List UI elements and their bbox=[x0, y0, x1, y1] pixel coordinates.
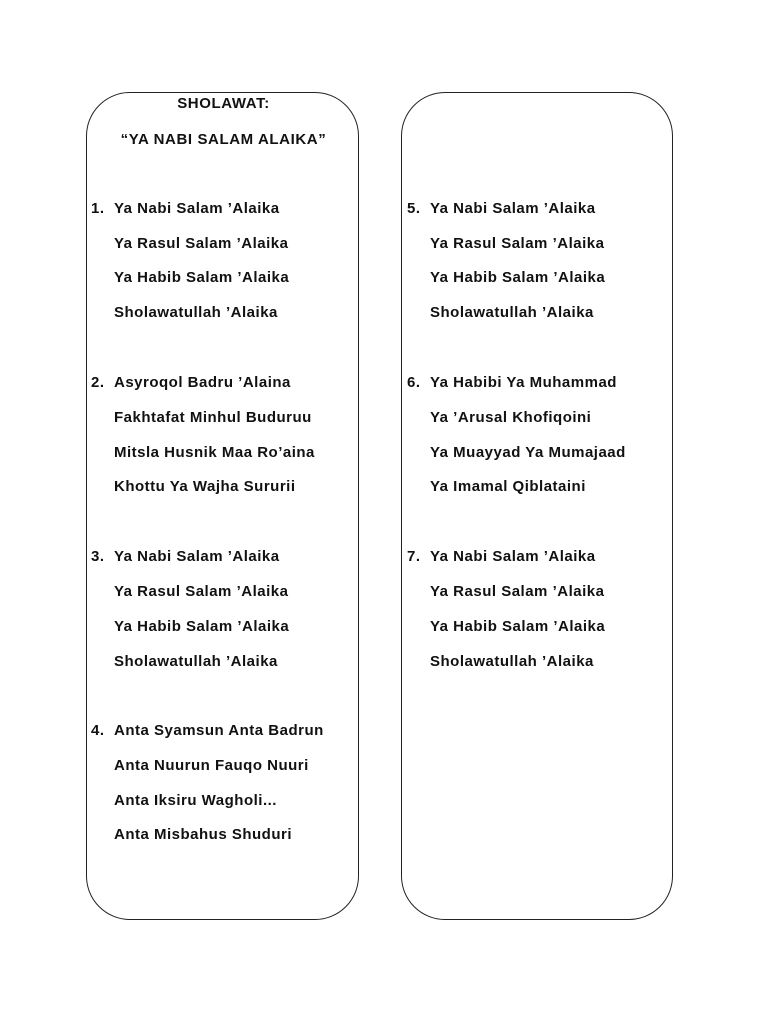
verse-line: Ya Habib Salam ’Alaika bbox=[114, 269, 290, 286]
verse-line: Mitsla Husnik Maa Ro’aina bbox=[114, 444, 315, 461]
verse-line: Sholawatullah ’Alaika bbox=[114, 304, 278, 321]
verse-line: Ya Nabi Salam ’Alaika bbox=[114, 200, 280, 217]
verse-line: Asyroqol Badru ’Alaina bbox=[114, 374, 291, 391]
verse-line: Ya Habib Salam ’Alaika bbox=[114, 618, 290, 635]
verse-line: Anta Misbahus Shuduri bbox=[114, 826, 293, 843]
verse-line: Sholawatullah ’Alaika bbox=[114, 653, 278, 670]
verse-line: Ya Rasul Salam ’Alaika bbox=[430, 583, 605, 600]
verse-line: Khottu Ya Wajha Sururii bbox=[114, 478, 296, 495]
verse-line: Sholawatullah ’Alaika bbox=[430, 304, 594, 321]
verse-number: 5. bbox=[407, 200, 421, 217]
verse-line: Anta Syamsun Anta Badrun bbox=[114, 722, 324, 739]
title-line-2: “YA NABI SALAM ALAIKA” bbox=[120, 131, 327, 148]
verse-line: Ya Rasul Salam ’Alaika bbox=[114, 583, 289, 600]
verse-line: Ya Habibi Ya Muhammad bbox=[430, 374, 617, 391]
verse-number: 2. bbox=[91, 374, 105, 391]
verse-line: Anta Iksiru Wagholi... bbox=[114, 792, 277, 809]
verse-line: Anta Nuurun Fauqo Nuuri bbox=[114, 757, 309, 774]
verse-line: Ya Habib Salam ’Alaika bbox=[430, 618, 606, 635]
verse-line: Ya Muayyad Ya Mumajaad bbox=[430, 444, 626, 461]
verse-line: Ya Imamal Qiblataini bbox=[430, 478, 586, 495]
verse-line: Ya Habib Salam ’Alaika bbox=[430, 269, 606, 286]
verse-number: 7. bbox=[407, 548, 421, 565]
verse-line: Ya ’Arusal Khofiqoini bbox=[430, 409, 592, 426]
verse-number: 4. bbox=[91, 722, 105, 739]
verse-number: 6. bbox=[407, 374, 421, 391]
verse-line: Ya Nabi Salam ’Alaika bbox=[430, 548, 596, 565]
verse-line: Ya Nabi Salam ’Alaika bbox=[430, 200, 596, 217]
verse-line: Ya Nabi Salam ’Alaika bbox=[114, 548, 280, 565]
verse-number: 3. bbox=[91, 548, 105, 565]
verse-number: 1. bbox=[91, 200, 105, 217]
verse-line: Sholawatullah ’Alaika bbox=[430, 653, 594, 670]
verse-line: Ya Rasul Salam ’Alaika bbox=[430, 235, 605, 252]
title-line-1: SHOLAWAT: bbox=[177, 95, 270, 112]
verse-line: Fakhtafat Minhul Buduruu bbox=[114, 409, 312, 426]
verse-line: Ya Rasul Salam ’Alaika bbox=[114, 235, 289, 252]
